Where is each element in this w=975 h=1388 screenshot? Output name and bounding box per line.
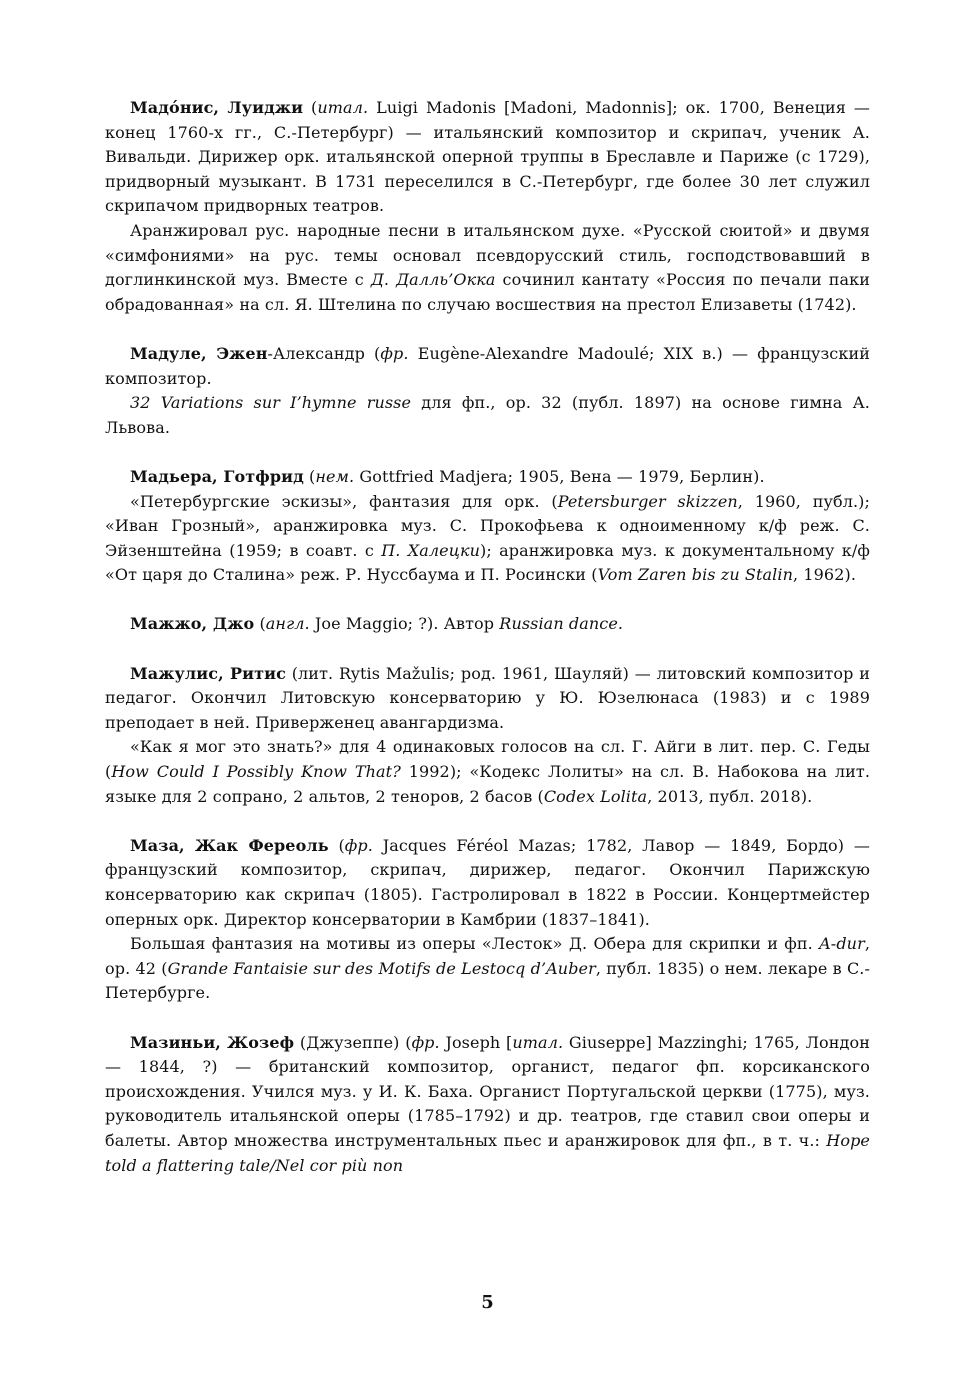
text-run: Gottfried Madjera; 1905, Вена — 1979, Берлин).	[354, 466, 765, 486]
text-run: «Как я мог это знать?» для 4 одинаковых голосов на сл. Г. Айги в лит. пер. С. Геды (	[105, 737, 870, 782]
italic-text: фр.	[344, 835, 373, 855]
italic-text: фр.	[380, 343, 409, 363]
dictionary-entry	[105, 662, 870, 810]
italic-text: Hope told a flattering tale/Nel cor più non	[105, 1130, 870, 1175]
dictionary-entry	[105, 1031, 870, 1179]
entry-paragraph-head	[105, 662, 870, 736]
entry-headword: Мажулис, Ритис	[130, 663, 286, 683]
italic-text: Russian dance.	[499, 614, 624, 634]
italic-text: итал.	[317, 98, 369, 117]
entry-paragraph	[105, 490, 870, 588]
italic-text: нем.	[315, 466, 355, 486]
text-run: Luigi Madonis [Madoni, Madonnis]; ок. 1700, Венеция — конец 1760-х гг., С.-Петербург) — итальянский композитор и скрипач, ученик А. Вивальди. Дирижер орк. итальянской оперной труппы в Бреславле и Париже (с 1729), придворный музыкант. В 1731 переселился в С.-Петербург, где более 30 лет служил скрипачом придворных театров.	[105, 98, 870, 216]
entry-headword: Мадуле, Эжен	[130, 343, 268, 363]
entry-paragraph-head	[105, 342, 870, 391]
text-run: Большая фантазия на мотивы из оперы «Лесток» Д. Обера для скрипки и фп.	[130, 934, 820, 954]
page-number: 5	[481, 1292, 494, 1313]
entry-paragraph-head	[105, 612, 870, 637]
italic-text: Д. Далль’Окка	[370, 270, 496, 290]
dictionary-entry	[105, 834, 870, 1006]
text-run: (	[254, 614, 266, 634]
text-run: (Джузеппе) (	[294, 1032, 412, 1052]
entry-paragraph	[105, 219, 870, 317]
italic-text: фр.	[411, 1032, 440, 1052]
italic-text: Codex Lolita	[543, 786, 648, 806]
entry-paragraph-head	[105, 96, 870, 219]
entry-paragraph	[105, 391, 870, 440]
entry-headword: Мадóнис, Луиджи	[130, 98, 304, 117]
entry-paragraph-head	[105, 834, 870, 932]
text-run: 1992); «Кодекс Лолиты» на сл. В. Набокова на лит. языке для 2 сопрано, 2 альтов, 2 теноров, 2 басов (	[105, 762, 871, 806]
dictionary-entry	[105, 96, 870, 317]
text-run: Jacques Féréol Mazas; 1782, Лавор — 1849, Бордо) — французский композитор, скрипач, дирижер, педагог. Окончил Парижскую консерваторию как скрипач (1805). Гастролировал в 1822 в России. Концертмейстер оперных орк. Директор консерватории в Камбрии (1837–1841).	[105, 835, 870, 929]
italic-text: A-dur	[819, 934, 865, 954]
text-run: «Петербургские эскизы», фантазия для орк. (	[130, 491, 558, 511]
entry-paragraph-head	[105, 465, 870, 490]
dictionary-entry	[105, 465, 870, 588]
text-run: , 1960, публ.); «Иван Грозный», аранжировка муз. С. Прокофьева к одноименному к/ф реж. С. Эйзенштейна (1959; в соавт. с	[105, 491, 870, 560]
entry-paragraph	[105, 932, 870, 1006]
italic-text: How Could I Possibly Know That?	[111, 762, 401, 782]
text-run: Eugène-Alexandre Madoulé; XIX в.) — французский композитор.	[105, 343, 870, 388]
text-run: (	[303, 98, 318, 117]
entry-headword: Мазиньи, Жозеф	[130, 1032, 295, 1052]
entry-paragraph	[105, 735, 870, 809]
text-run: Joe Maggio; ?). Автор	[309, 614, 500, 634]
entry-paragraph-head	[105, 1031, 870, 1179]
entry-headword: Маза, Жак Фереоль	[130, 835, 329, 855]
entry-headword: Мажжо, Джо	[130, 614, 255, 634]
text-run: , публ. 1835) о нем. лекаре в С.-Петербурге.	[105, 958, 870, 1003]
italic-text: Grande Fantaisie sur des Motifs de Lestocq d’Auber	[167, 958, 596, 978]
italic-text: Vom Zaren bis zu Stalin	[597, 565, 793, 585]
text-run: -Александр (	[267, 343, 381, 363]
italic-text: П. Халецки	[381, 540, 481, 560]
dictionary-entry	[105, 612, 870, 637]
text-run: , ор. 42 (	[105, 934, 870, 978]
text-run: сочинил кантату «Россия по печали паки обрадованная» на сл. Я. Штелина по случаю восшествия на престол Елизаветы (1742).	[105, 270, 870, 314]
italic-text: итал.	[512, 1032, 564, 1052]
text-run: ); аранжировка муз. к документальному к/ф «От царя до Сталина» реж. Р. Нуссбаума и П. Росински (	[105, 540, 871, 585]
italic-text: 32 Variations sur I’hymne russe	[130, 393, 412, 413]
italic-text: англ.	[265, 614, 310, 634]
text-run: (лит. Rytis Mažulis; род. 1961, Шауляй) — литовский композитор и педагог. Окончил Литовскую консерваторию у Ю. Юзелюнаса (1983) и с 1989 преподает в ней. Приверженец авангардизма.	[105, 663, 870, 732]
text-run: Giuseppe] Mazzinghi; 1765, Лондон — 1844, ?) — британский композитор, органист, педагог фп. корсиканского происхождения. Учился муз. у И. К. Баха. Органист Португальской церкви (1775), муз. руководитель итальянской оперы (1785–1792) и др. театров, где ставил свои оперы и балеты. Автор множества инструментальных пьес и аранжировок для фп., в т. ч.:	[105, 1032, 870, 1150]
text-run: , 1962).	[793, 565, 857, 585]
text-run: Joseph [	[439, 1032, 513, 1052]
text-run: Аранжировал рус. народные песни в итальянском духе. «Русской сюитой» и двумя «симфониями» на рус. темы основал псевдорусский стиль, господствовавший в доглинкинской муз. Вместе с	[105, 220, 870, 290]
page-body	[105, 96, 870, 1203]
text-run: (	[303, 466, 316, 486]
text-run: , 2013, публ. 2018).	[647, 786, 813, 806]
italic-text: Petersburger skizzen	[557, 491, 738, 511]
text-run: (	[328, 835, 345, 855]
entry-headword: Мадьера, Готфрид	[130, 466, 304, 486]
dictionary-entry	[105, 342, 870, 440]
text-run: для фп., ор. 32 (публ. 1897) на основе гимна А. Львова.	[105, 393, 870, 437]
